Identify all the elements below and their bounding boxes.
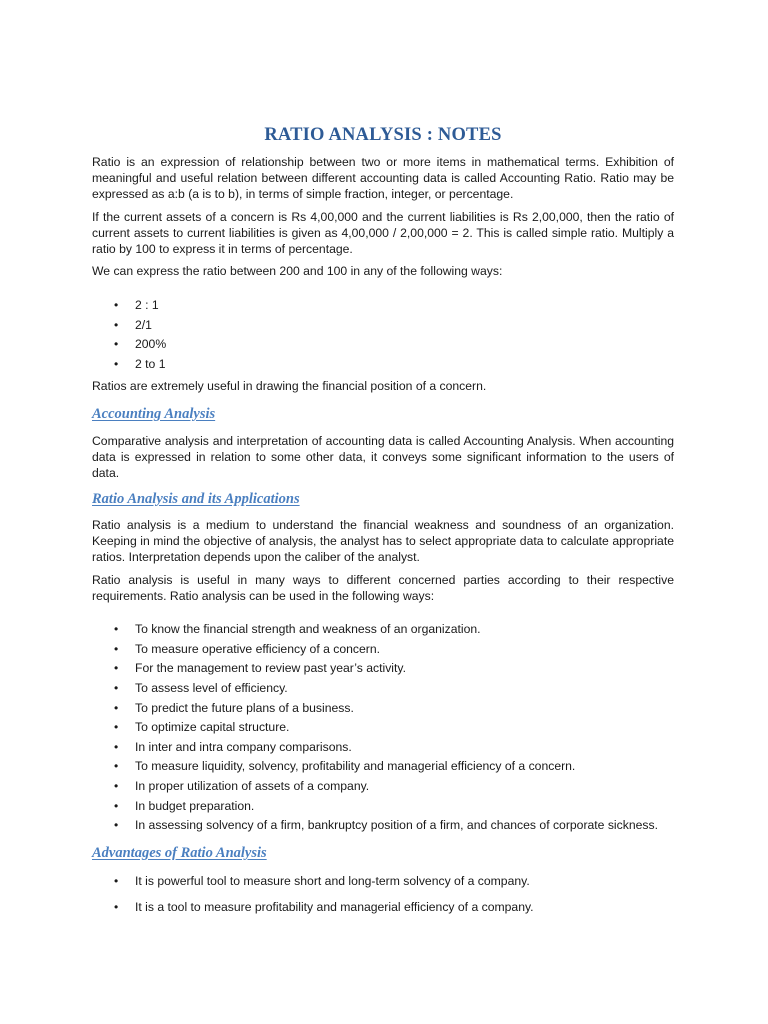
list-item: [92, 873, 674, 899]
bullet-icon: •: [114, 700, 119, 715]
bullet-icon: •: [114, 357, 119, 372]
list-item-text: To measure liquidity, solvency, profitability and managerial efficiency of a concern.: [135, 759, 576, 774]
list-item: [92, 641, 674, 661]
accounting-analysis-paragraph: [92, 433, 674, 481]
list-item: [92, 297, 674, 317]
list-item-text: In assessing solvency of a firm, bankruptcy position of a firm, and chances of corporate sickness.: [135, 818, 658, 833]
paragraph-text: We can express the ratio between 200 and 100 in any of the following ways:: [92, 264, 503, 278]
paragraph-text: Ratio is an expression of relationship between two or more items in mathematical terms. Exhibition of meaningful and useful relation between different accounting data is called Accounting Ratio. Ratio may be expressed as a:b (a is to b), in terms of simple fraction, integer, or percentage.: [92, 155, 674, 201]
list-item: [92, 758, 674, 778]
bullet-icon: •: [114, 298, 119, 312]
list-item: [92, 336, 674, 356]
list-item: [92, 660, 674, 680]
list-item: [92, 317, 674, 337]
list-item-text: It is powerful tool to measure short and long-term solvency of a company.: [135, 874, 530, 888]
heading-advantages: Advantages of Ratio Analysis: [92, 845, 267, 861]
list-item: [92, 778, 674, 798]
list-item: [92, 798, 674, 818]
list-item-text: It is a tool to measure profitability and managerial efficiency of a company.: [135, 900, 534, 914]
page-title: RATIO ANALYSIS : NOTES: [264, 125, 502, 145]
bullet-icon: •: [114, 798, 119, 813]
list-item-text: To know the financial strength and weakness of an organization.: [135, 622, 481, 636]
list-item-text: To measure operative efficiency of a concern.: [135, 641, 381, 656]
list-item: [92, 719, 674, 739]
bullet-icon: •: [114, 661, 119, 676]
bullet-icon: •: [114, 680, 119, 695]
list-item: [92, 739, 674, 759]
list-item-text: 200%: [135, 337, 167, 352]
bullet-icon: •: [114, 317, 119, 332]
intro-paragraph-1: [92, 154, 674, 202]
bullet-icon: •: [114, 779, 119, 794]
bullet-icon: •: [114, 720, 119, 735]
list-item: [92, 817, 674, 837]
ratio-applications-paragraph-1: [92, 517, 674, 565]
bullet-icon: •: [114, 641, 119, 656]
bullet-icon: •: [114, 874, 119, 888]
list-item-text: In proper utilization of assets of a company.: [135, 779, 370, 794]
list-item: [92, 899, 674, 925]
ratio-usefulness-paragraph: [92, 378, 674, 394]
list-item-text: 2 : 1: [135, 298, 159, 312]
list-item-text: In inter and intra company comparisons.: [135, 739, 352, 754]
paragraph-text: Ratios are extremely useful in drawing the financial position of a concern.: [92, 379, 487, 393]
list-item-text: 2 to 1: [135, 357, 166, 372]
paragraph-text: Ratio analysis is a medium to understand the financial weakness and soundness of an organization. Keeping in mind the objective of analysis, the analyst has to select appropriate data to calculate appropriate ratios. Interpretation depends upon the caliber of the analyst.: [92, 518, 674, 564]
paragraph-text: If the current assets of a concern is Rs 4,00,000 and the current liabilities is Rs 2,00,000, then the ratio of current assets to current liabilities is given as 4,00,000 / 2,00,000 = 2. This is called simple ratio. Multiply a ratio by 100 to express it in terms of percentage.: [92, 210, 674, 256]
bullet-icon: •: [114, 739, 119, 754]
bullet-icon: •: [114, 337, 119, 352]
bullet-icon: •: [114, 818, 119, 833]
list-item-text: 2/1: [135, 317, 152, 332]
list-item-text: To optimize capital structure.: [135, 720, 290, 735]
ratio-applications-paragraph-2: [92, 572, 674, 604]
bullet-icon: •: [114, 759, 119, 774]
paragraph-text: Comparative analysis and interpretation of accounting data is called Accounting Analysis. When accounting data is expressed in relation to some other data, it conveys some significant information to the users of data.: [92, 434, 674, 480]
intro-paragraph-2: [92, 209, 674, 257]
bullet-icon: •: [114, 622, 119, 636]
advantages-list: [92, 873, 674, 925]
list-item: [92, 621, 674, 641]
ratio-ways-list: [92, 297, 674, 376]
heading-ratio-applications: Ratio Analysis and its Applications: [92, 491, 300, 507]
list-item: [92, 700, 674, 720]
list-item-text: In budget preparation.: [135, 798, 255, 813]
intro-paragraph-3: [92, 263, 674, 279]
list-item: [92, 680, 674, 700]
list-item-text: For the management to review past year’s activity.: [135, 661, 406, 676]
list-item-text: To predict the future plans of a business.: [135, 700, 354, 715]
bullet-icon: •: [114, 900, 119, 914]
heading-accounting-analysis: Accounting Analysis: [92, 406, 216, 422]
ratio-uses-list: [92, 621, 674, 837]
list-item: [92, 356, 674, 376]
list-item-text: To assess level of efficiency.: [135, 680, 288, 695]
paragraph-text: Ratio analysis is useful in many ways to different concerned parties according to their respective requirements. Ratio analysis can be used in the following ways:: [92, 573, 674, 603]
